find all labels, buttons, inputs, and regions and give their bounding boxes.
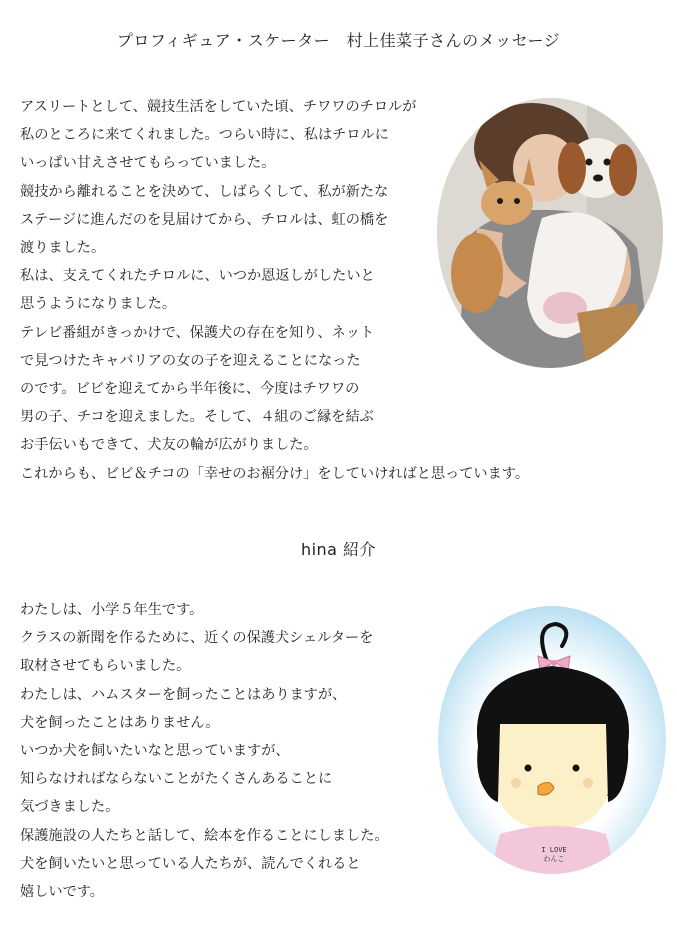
skater-with-dogs-photo bbox=[437, 98, 663, 368]
message-line: 渡りました。 bbox=[20, 240, 106, 257]
intro-line: 知らなければならないことがたくさんあることに bbox=[20, 771, 333, 788]
message-line: 私は、支えてくれたチロルに、いつか恩返しがしたいと bbox=[20, 268, 375, 285]
message-line: のです。ビビを迎えてから半年後に、今度はチワワの bbox=[20, 381, 360, 398]
message-line: 私のところに来てくれました。つらい時に、私はチロルに bbox=[20, 127, 389, 144]
message-line: いっぱい甘えさせてもらっていました。 bbox=[20, 155, 276, 172]
message-line: お手伝いもできて、犬友の輪が広がりました。 bbox=[20, 437, 318, 454]
intro-title: hina 紹介 bbox=[300, 540, 377, 559]
message-line: 思うようになりました。 bbox=[20, 296, 177, 313]
intro-line: 気づきました。 bbox=[20, 799, 120, 816]
shirt-text-line1: I LOVE bbox=[541, 846, 567, 854]
intro-line: いつか犬を飼いたいなと思っていますが、 bbox=[20, 743, 290, 760]
message-line: で見つけたキャバリアの女の子を迎えることになった bbox=[20, 352, 361, 369]
message-line: これからも、ビビ＆チコの「幸せのお裾分け」をしていければと思っています。 bbox=[20, 465, 530, 482]
intro-line: 嬉しいです。 bbox=[20, 884, 104, 901]
intro-line: わたしは、ハムスターを飼ったことはありますが、 bbox=[20, 686, 347, 703]
intro-line: 犬を飼ったことはありません。 bbox=[20, 714, 220, 731]
message-line: 男の子、チコを迎えました。そして、４組のご縁を結ぶ bbox=[20, 409, 374, 426]
intro-line: 犬を飼いたいと思っている人たちが、読んでくれると bbox=[20, 855, 361, 872]
skater-photo-drawing bbox=[437, 98, 663, 368]
shirt-text-line2: わんこ bbox=[543, 855, 565, 863]
message-line: 競技から離れることを決めて、しばらくして、私が新たな bbox=[20, 183, 389, 200]
intro-line: クラスの新聞を作るために、近くの保護犬シェルターを bbox=[20, 630, 374, 647]
intro-body bbox=[20, 596, 389, 906]
message-line: アスリートとして、競技生活をしていた頃、チワワのチロルが bbox=[20, 99, 417, 115]
hina-illustration bbox=[438, 606, 666, 874]
intro-line: 取材させてもらいました。 bbox=[20, 658, 191, 675]
shirt-text bbox=[534, 846, 574, 864]
intro-line: わたしは、小学５年生です。 bbox=[20, 602, 204, 618]
message-line: テレビ番組がきっかけで、保護犬の存在を知り、ネット bbox=[20, 324, 375, 341]
message-title: プロフィギュア・スケーター 村上佳菜子さんのメッセージ bbox=[116, 31, 561, 50]
hina-drawing bbox=[438, 606, 666, 874]
message-line: ステージに進んだのを見届けてから、チロルは、虹の橋を bbox=[20, 211, 389, 228]
intro-line: 保護施設の人たちと話して、絵本を作ることにしました。 bbox=[20, 827, 389, 844]
